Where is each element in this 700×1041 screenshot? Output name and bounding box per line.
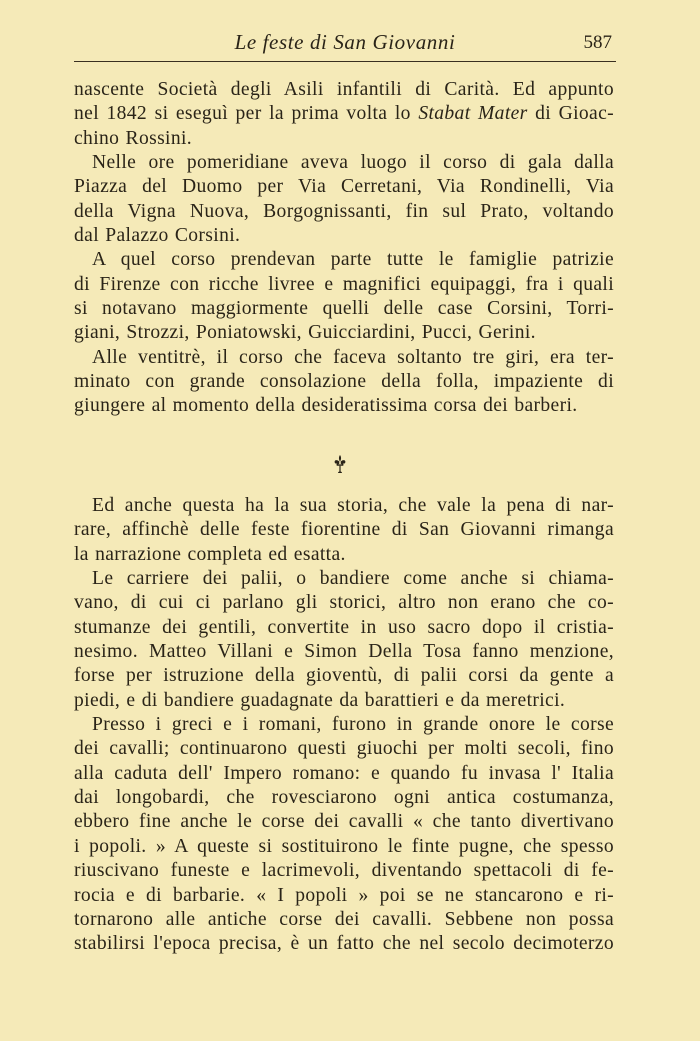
text-line: rare, affinchè delle feste fiorentine di San Giovanni rimanga (74, 519, 614, 541)
text-block-2 (74, 494, 614, 957)
text-line (74, 102, 614, 126)
text-line: Le carriere dei palii, o bandiere come anche si chiama- (92, 568, 614, 590)
text-line: Presso i greci e i romani, furono in grande onore le corse (92, 714, 614, 736)
text-line: tornarono alle antiche corse dei cavalli. Sebbene non possa (74, 908, 614, 930)
text-line: si notavano maggiormente quelli delle case Corsini, Torri- (74, 298, 614, 320)
page-number: 587 (583, 32, 612, 53)
text-line: forse per istruzione della gioventù, di palii corsi da gente a (74, 665, 614, 687)
text-line: vano, di cui ci parlano gli storici, altro non erano che co- (74, 592, 614, 614)
text-run: di Gioac- (527, 103, 615, 125)
text-line: nascente Società degli Asili infantili di Carità. Ed appunto (74, 79, 614, 100)
text-line: riuscivano funeste e lacrimevoli, diventando spettacoli di fe- (74, 860, 614, 882)
text-block-1 (74, 78, 614, 419)
text-line: Alle ventitrè, il corso che faceva soltanto tre giri, era ter- (92, 346, 614, 368)
text-line: dai longobardi, che rovesciarono ogni antica costumanza, (74, 787, 614, 809)
fleur-de-lis-icon (328, 452, 352, 476)
work-title: Stabat Mater (418, 103, 528, 125)
text-run: nel 1842 si eseguì per la prima volta lo (74, 103, 419, 125)
text-line: nesimo. Matteo Villani e Simon Della Tosa fanno menzione, (74, 641, 614, 663)
text-line: minato con grande consolazione della folla, impaziente di (74, 371, 614, 393)
running-head (74, 30, 616, 60)
text-line: dal Palazzo Corsini. (74, 225, 241, 247)
text-line: rocia e di barbarie. « I popoli » poi se ne stancarono e ri- (74, 884, 614, 906)
text-line: giungere al momento della desideratissima corsa dei barberi. (74, 395, 578, 417)
text-line: A quel corso prendevan parte tutte le famiglie patrizie (92, 249, 614, 271)
text-line: stabilirsi l'epoca precisa, è un fatto che nel secolo decimoterzo (74, 933, 614, 955)
text-line: piedi, e di bandiere guadagnate da barattieri e da meretrici. (74, 689, 566, 711)
text-line: dei cavalli; continuarono questi giuochi per molti secoli, fino (74, 738, 614, 760)
text-line: giani, Strozzi, Poniatowski, Guicciardini, Pucci, Gerini. (74, 322, 536, 344)
text-line: stumanze dei gentili, convertite in uso sacro dopo il cristia- (74, 616, 614, 638)
text-line: alla caduta dell' Impero romano: e quando fu invasa l' Italia (74, 762, 614, 784)
text-line: di Firenze con ricche livree e magnifici equipaggi, fra i quali (74, 273, 614, 295)
text-line: ebbero fine anche le corse dei cavalli « che tanto divertivano (74, 811, 614, 833)
text-line: Ed anche questa ha la sua storia, che vale la pena di nar- (92, 495, 614, 516)
text-line: Nelle ore pomeridiane aveva luogo il corso di gala dalla (92, 152, 614, 174)
running-title: Le feste di San Giovanni (234, 30, 456, 54)
text-line: chino Rossini. (74, 127, 193, 149)
text-line: della Vigna Nuova, Borgognissanti, fin sul Prato, voltando (74, 200, 614, 222)
text-line: Piazza del Duomo per Via Cerretani, Via Rondinelli, Via (74, 176, 614, 198)
text-line: la narrazione completa ed esatta. (74, 543, 346, 565)
text-line: i popoli. » A queste si sostituirono le finte pugne, che spesso (74, 835, 614, 857)
header-rule (74, 61, 616, 62)
